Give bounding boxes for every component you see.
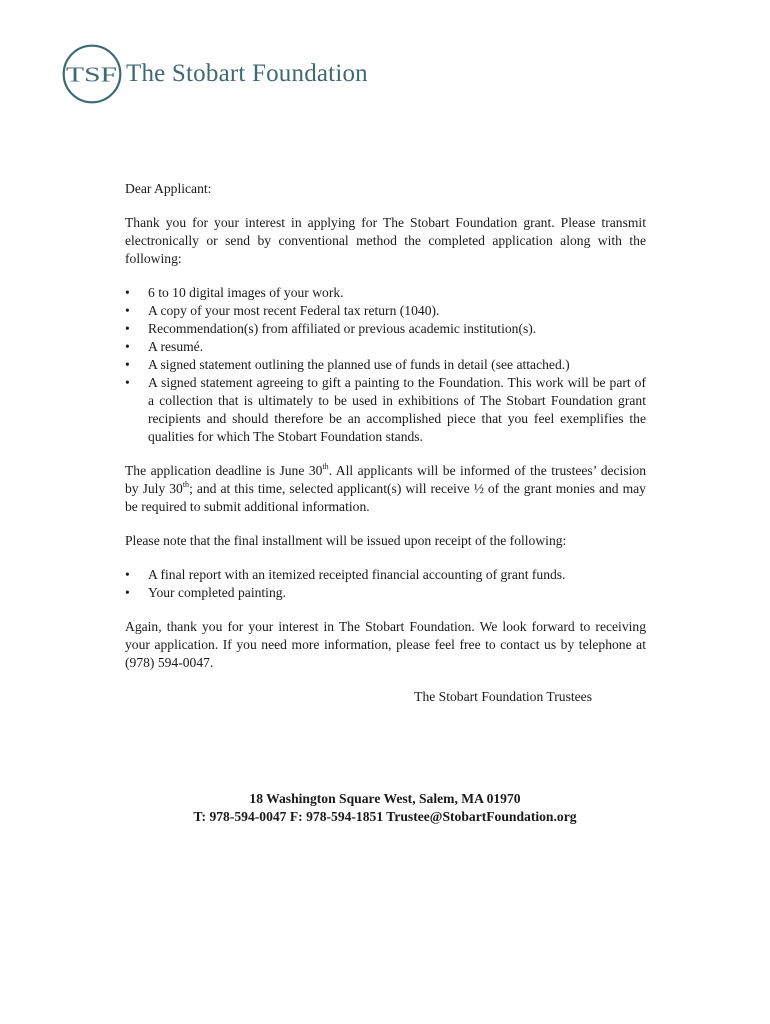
list-item: • A signed statement agreeing to gift a painting to the Foundation. This work will be part of a collection that is ultimately to be used in exhibitions of The Stobart Foundation grant recipients and should therefore be an accomplished piece that you feel exemplifies the qualities for which The Stobart Foundation stands.	[125, 374, 646, 446]
list-item: • A final report with an itemized receipted financial accounting of grant funds.	[125, 566, 646, 584]
list-item: • 6 to 10 digital images of your work.	[125, 284, 646, 302]
installment-note: Please note that the final installment will be issued upon receipt of the following:	[125, 533, 567, 548]
closing-paragraph: Again, thank you for your interest in The Stobart Foundation. We look forward to receiving your application. If you need more information, please feel free to contact us by telephone at (978) 594-0047.	[125, 619, 646, 670]
deadline-paragraph: The application deadline is June 30th. All applicants will be informed of the trustees’ decision by July 30th; and at this time, selected applicant(s) will receive ½ of the grant monies and may be required to submit additional information.	[125, 462, 646, 514]
tsf-monogram-icon	[62, 44, 122, 104]
foundation-logo	[62, 44, 368, 104]
list-item: • Your completed painting.	[125, 584, 646, 602]
svg-text:TSF: TSF	[66, 62, 117, 87]
list-item: • A copy of your most recent Federal tax return (1040).	[125, 302, 646, 320]
letter-body	[125, 180, 646, 706]
list-item: • A signed statement outlining the planned use of funds in detail (see attached.)	[125, 356, 646, 374]
installment-list	[125, 566, 646, 602]
footer-contact	[0, 790, 770, 826]
list-item: • Recommendation(s) from affiliated or previous academic institution(s).	[125, 320, 646, 338]
footer-phone-email: T: 978-594-0047 F: 978-594-1851 Trustee@StobartFoundation.org	[193, 809, 577, 824]
signature-line: The Stobart Foundation Trustees	[414, 689, 592, 704]
footer-address: 18 Washington Square West, Salem, MA 01970	[249, 791, 521, 806]
requirements-list	[125, 284, 646, 446]
organization-name: The Stobart Foundation	[126, 59, 368, 87]
salutation: Dear Applicant:	[125, 181, 212, 196]
list-item: • A resumé.	[125, 338, 646, 356]
intro-paragraph: Thank you for your interest in applying for The Stobart Foundation grant. Please transmit electronically or send by conventional method the completed application along with the following:	[125, 215, 646, 266]
